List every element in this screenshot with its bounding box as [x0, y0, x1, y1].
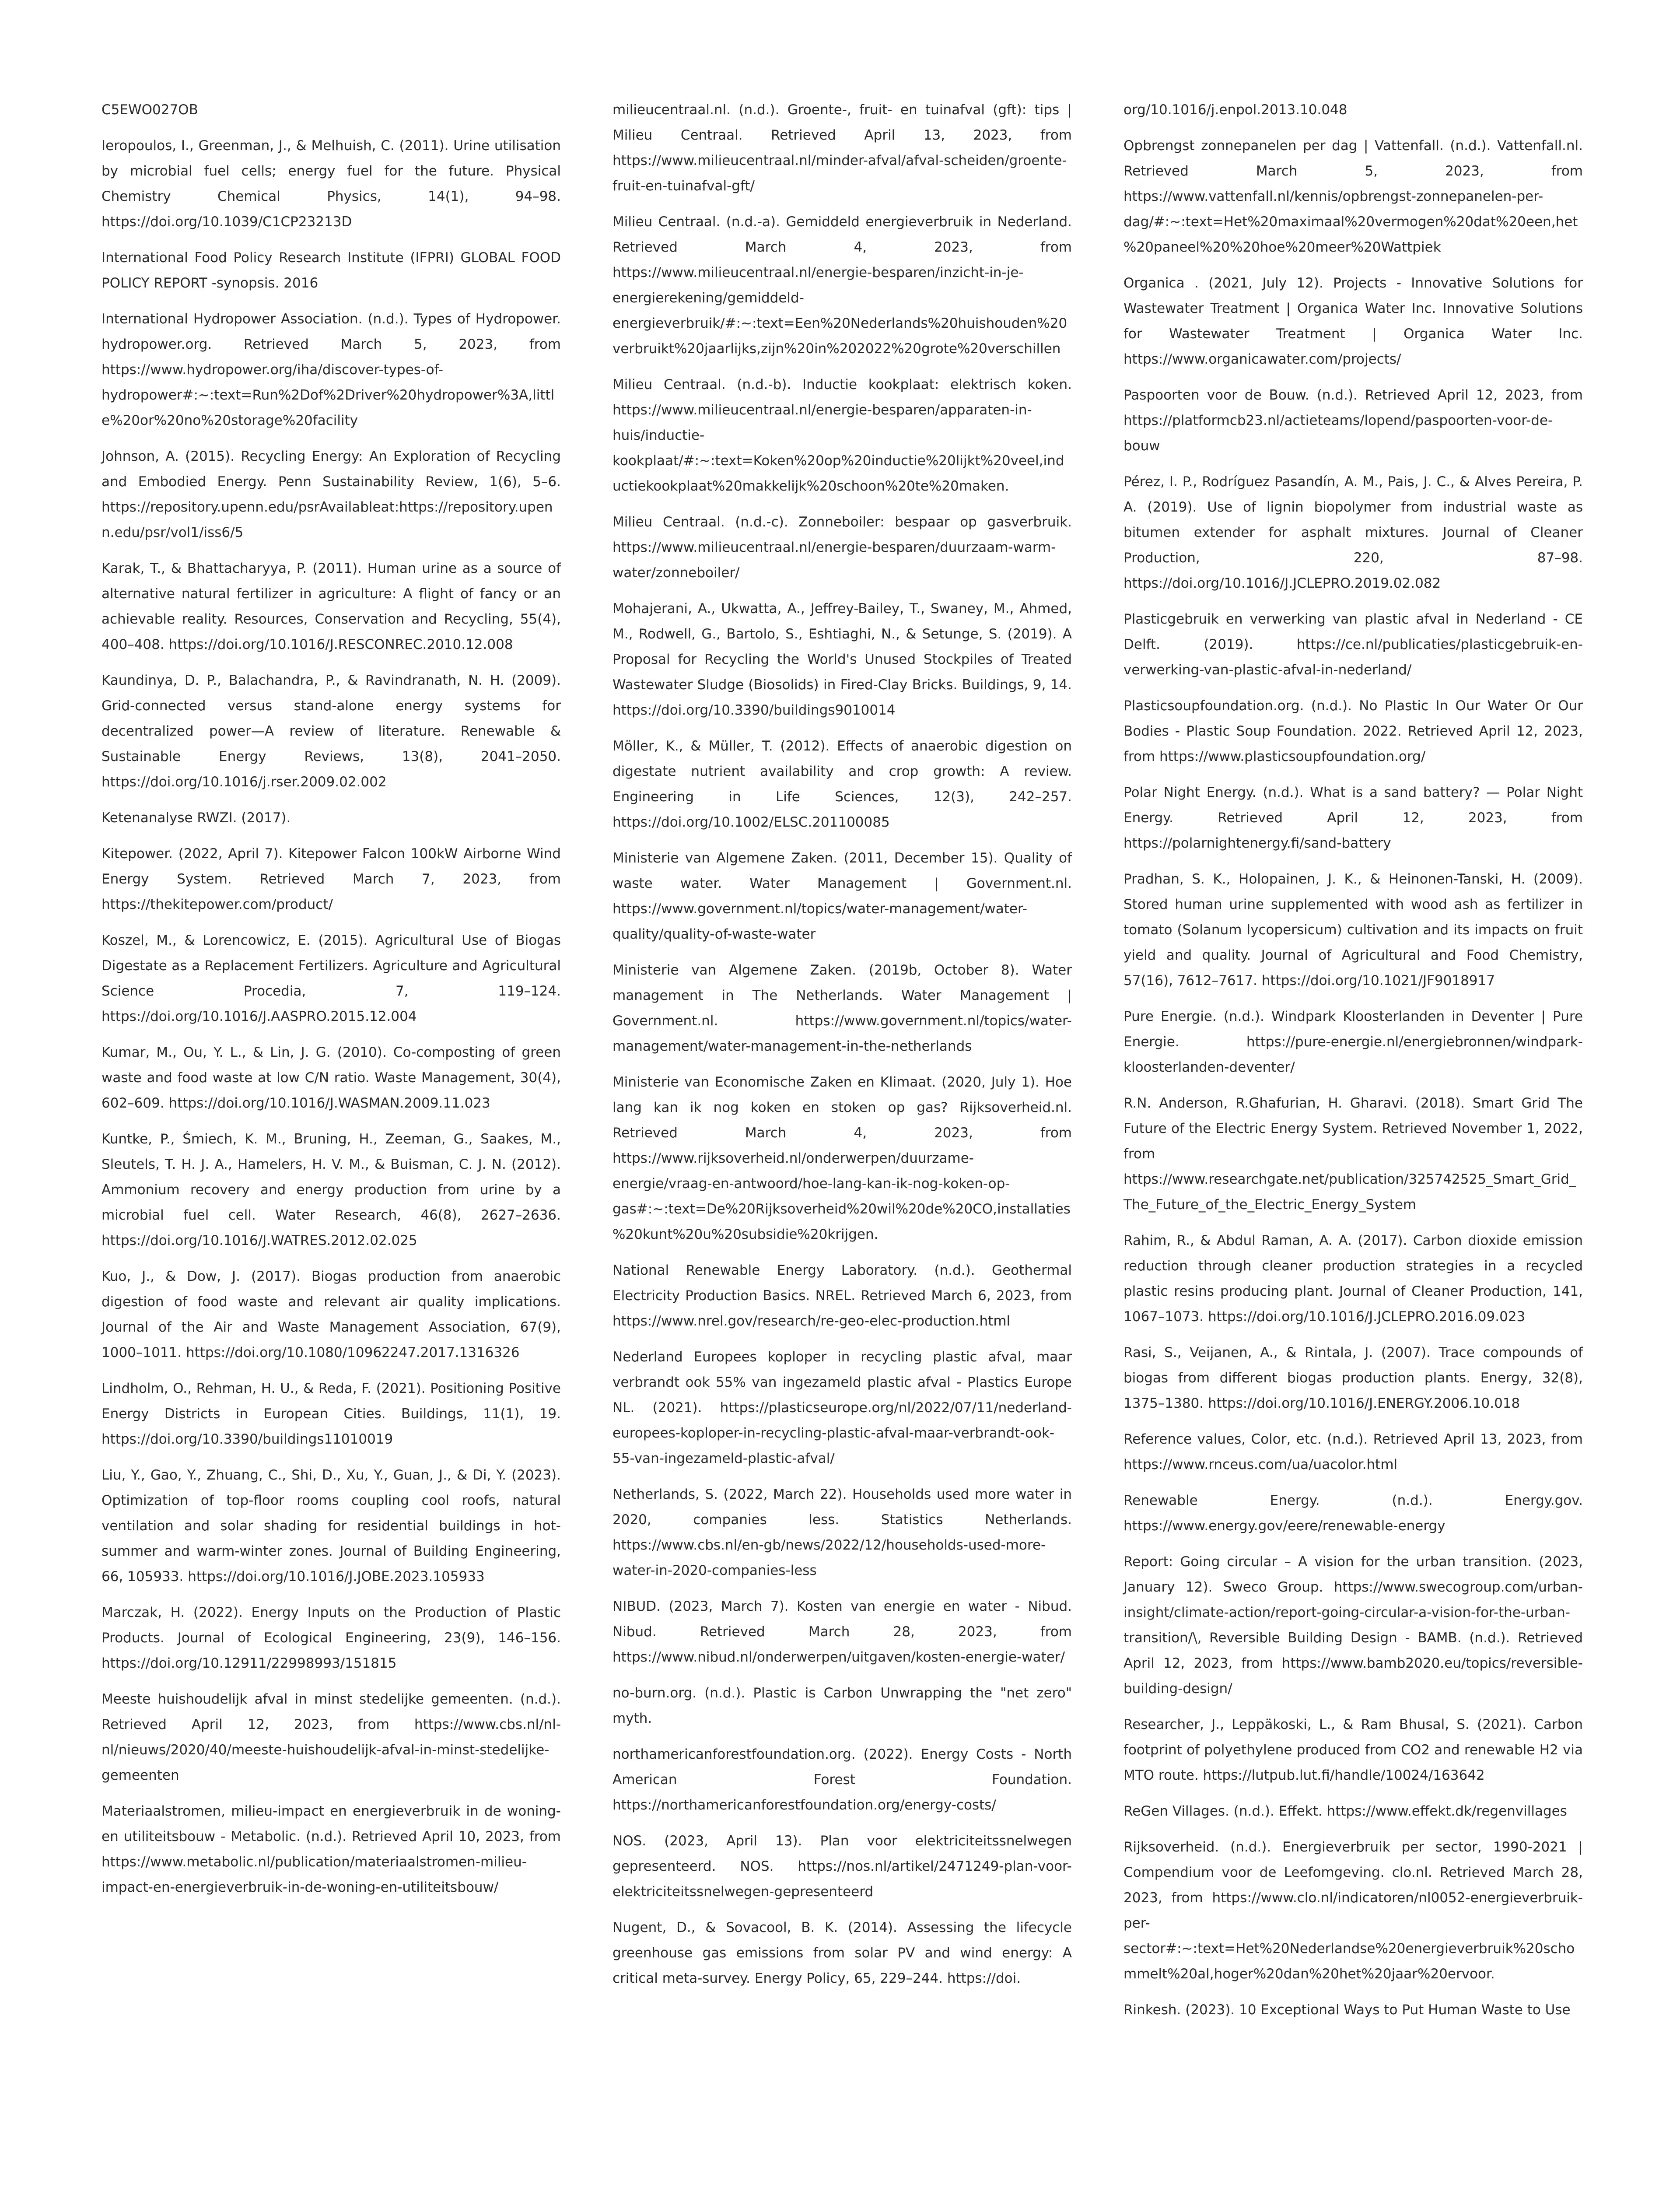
reference-entry: Rasi, S., Veijanen, A., & Rintala, J. (2007). Trace compounds of biogas from different biogas production plants. Energy, 32(8), 1375–1380. https://doi.org/10.1016/J.ENERGY.2006.10.018	[1124, 1345, 1583, 1411]
reference-entry: Kaundinya, D. P., Balachandra, P., & Ravindranath, N. H. (2009). Grid-connected versus stand-alone energy systems for decentralized power—A review of literature. Renewable & Sustainable Energy Reviews, 13(8), 2041–2050. https://doi.org/10.1016/j.rser.2009.02.002	[102, 673, 561, 790]
reference-entry: Ministerie van Algemene Zaken. (2019b, October 8). Water management in The Netherlands. Water Management | Government.nl. https://www.government.nl/topics/water-management/water-management-in-the-netherlands	[612, 962, 1072, 1054]
reference-entry: Ketenanalyse RWZI. (2017).	[102, 810, 291, 826]
reference-entry: Rijksoverheid. (n.d.). Energieverbruik per sector, 1990-2021 | Compendium voor de Leefomgeving. clo.nl. Retrieved March 28, 2023, from https://www.clo.nl/indicatoren/nl0052-energieverbruik-per-sector#:~:text=Het%20Nederlandse%20energieverbruik%20schommelt%20al,hoger%20dan%20het%20jaar%20ervoor.	[1124, 1839, 1583, 1982]
reference-entry: Meeste huishoudelijk afval in minst stedelijke gemeenten. (n.d.). Retrieved April 12, 2023, from https://www.cbs.nl/nl-nl/nieuws/2020/40/meeste-huishoudelijk-afval-in-minst-stedelijke-gemeenten	[102, 1691, 561, 1783]
reference-entry: National Renewable Energy Laboratory. (n.d.). Geothermal Electricity Production Basics. NREL. Retrieved March 6, 2023, from https://www.nrel.gov/research/re-geo-elec-production.html	[612, 1262, 1072, 1329]
reference-entry: Pradhan, S. K., Holopainen, J. K., & Heinonen-Tanski, H. (2009). Stored human urine supplemented with wood ash as fertilizer in tomato (Solanum lycopersicum) cultivation and its impacts on fruit yield and quality. Journal of Agricultural and Food Chemistry, 57(16), 7612–7617. https://doi.org/10.1021/JF9018917	[1124, 871, 1583, 989]
reference-entry: Opbrengst zonnepanelen per dag | Vattenfall. (n.d.). Vattenfall.nl. Retrieved March 5, 2023, from https://www.vattenfall.nl/kennis/opbrengst-zonnepanelen-per-dag/#:~:text=Het%20maximaal%20vermogen%20dat%20een,het%20paneel%20%20hoe%20meer%20Wattpiek	[1124, 138, 1583, 255]
reference-entry: Report: Going circular – A vision for the urban transition. (2023, January 12). Sweco Group. https://www.swecogroup.com/urban-insight/climate-action/report-going-circular-a-vision-for-the-urban-transition/\, Reversible Building Design - BAMB. (n.d.). Retrieved April 12, 2023, from https://www.bamb2020.eu/topics/reversible-building-design/	[1124, 1554, 1583, 1697]
reference-entry: Ministerie van Economische Zaken en Klimaat. (2020, July 1). Hoe lang kan ik nog koken en stoken op gas? Rijksoverheid.nl. Retrieved March 4, 2023, from https://www.rijksoverheid.nl/onderwerpen/duurzame-energie/vraag-en-antwoord/hoe-lang-kan-ik-nog-koken-op-gas#:~:text=De%20Rijksoverheid%20wil%20de%20CO,installaties%20kunt%20u%20subsidie%20krijgen.	[612, 1074, 1072, 1242]
reference-entry: Researcher, J., Leppäkoski, L., & Ram Bhusal, S. (2021). Carbon footprint of polyethylene produced from CO2 and renewable H2 via MTO route. https://lutpub.lut.fi/handle/10024/163642	[1124, 1717, 1583, 1783]
reference-entry: Pure Energie. (n.d.). Windpark Kloosterlanden in Deventer | Pure Energie. https://pure-energie.nl/energiebronnen/windpark-kloosterlanden-deventer/	[1124, 1009, 1583, 1075]
reference-entry: Lindholm, O., Rehman, H. U., & Reda, F. (2021). Positioning Positive Energy Districts in European Cities. Buildings, 11(1), 19. https://doi.org/10.3390/buildings11010019	[102, 1381, 561, 1447]
reference-entry: Mohajerani, A., Ukwatta, A., Jeffrey-Bailey, T., Swaney, M., Ahmed, M., Rodwell, G., Bartolo, S., Eshtiaghi, N., & Setunge, S. (2019). A Proposal for Recycling the World's Unused Stockpiles of Treated Wastewater Sludge (Biosolids) in Fired-Clay Bricks. Buildings, 9, 14. https://doi.org/10.3390/buildings9010014	[612, 601, 1072, 718]
reference-entry: Kitepower. (2022, April 7). Kitepower Falcon 100kW Airborne Wind Energy System. Retrieved March 7, 2023, from https://thekitepower.com/product/	[102, 846, 561, 912]
reference-entry: Marczak, H. (2022). Energy Inputs on the Production of Plastic Products. Journal of Ecological Engineering, 23(9), 146–156. https://doi.org/10.12911/22998993/151815	[102, 1605, 561, 1671]
reference-entry: milieucentraal.nl. (n.d.). Groente-, fruit- en tuinafval (gft): tips | Milieu Centraal. Retrieved April 13, 2023, from https://www.milieucentraal.nl/minder-afval/afval-scheiden/groente-fruit-en-tuinafval-gft/	[612, 102, 1072, 194]
reference-column-2	[612, 97, 1072, 2002]
reference-entry: Milieu Centraal. (n.d.-b). Inductie kookplaat: elektrisch koken. https://www.milieucentraal.nl/energie-besparen/apparaten-in-huis/inductie-kookplaat/#:~:text=Koken%20op%20inductie%20lijkt%20veel,inductiekookplaat%20makkelijk%20schoon%20te%20maken.	[612, 377, 1072, 494]
reference-entry: Netherlands, S. (2022, March 22). Households used more water in 2020, companies less. Statistics Netherlands. https://www.cbs.nl/en-gb/news/2022/12/households-used-more-water-in-2020-companies-less	[612, 1487, 1072, 1578]
reference-entry: International Food Policy Research Institute (IFPRI) GLOBAL FOOD POLICY REPORT -synopsis. 2016	[102, 250, 561, 291]
reference-entry: org/10.1016/j.enpol.2013.10.048	[1124, 102, 1348, 118]
reference-entry: Rinkesh. (2023). 10 Exceptional Ways to Put Human Waste to Use	[1124, 2002, 1571, 2018]
reference-entry: Materiaalstromen, milieu-impact en energieverbruik in de woning- en utiliteitsbouw - Metabolic. (n.d.). Retrieved April 10, 2023, from https://www.metabolic.nl/publication/materiaalstromen-milieu-impact-en-energieverbruik-in-de-woning-en-utiliteitsbouw/	[102, 1803, 561, 1895]
reference-entry: Milieu Centraal. (n.d.-a). Gemiddeld energieverbruik in Nederland. Retrieved March 4, 2023, from https://www.milieucentraal.nl/energie-besparen/inzicht-in-je-energierekening/gemiddeld-energieverbruik/#:~:text=Een%20Nederlands%20huishouden%20verbruikt%20jaarlijks,zijn%20in%202022%20grote%20verschillen	[612, 214, 1072, 357]
reference-entry: Liu, Y., Gao, Y., Zhuang, C., Shi, D., Xu, Y., Guan, J., & Di, Y. (2023). Optimization of top-floor rooms coupling cool roofs, natural ventilation and solar shading for residential buildings in hot-summer and warm-winter zones. Journal of Building Engineering, 66, 105933. https://doi.org/10.1016/J.JOBE.2023.105933	[102, 1467, 561, 1585]
reference-entry: no-burn.org. (n.d.). Plastic is Carbon Unwrapping the "net zero" myth.	[612, 1685, 1072, 1726]
reference-entry: Ieropoulos, I., Greenman, J., & Melhuish, C. (2011). Urine utilisation by microbial fuel cells; energy fuel for the future. Physical Chemistry Chemical Physics, 14(1), 94–98. https://doi.org/10.1039/C1CP23213D	[102, 138, 561, 230]
reference-entry: Polar Night Energy. (n.d.). What is a sand battery? — Polar Night Energy. Retrieved April 12, 2023, from https://polarnightenergy.fi/sand-battery	[1124, 785, 1583, 851]
reference-entry: Kuo, J., & Dow, J. (2017). Biogas production from anaerobic digestion of food waste and relevant air quality implications. Journal of the Air and Waste Management Association, 67(9), 1000–1011. https://doi.org/10.1080/10962247.2017.1316326	[102, 1269, 561, 1360]
reference-entry: R.N. Anderson, R.Ghafurian, H. Gharavi. (2018). Smart Grid The Future of the Electric Energy System. Retrieved November 1, 2022, from https://www.researchgate.net/publication/325742525_Smart_Grid_The_Future_of_the_Electric_Energy_System	[1124, 1095, 1583, 1213]
reference-entry: Renewable Energy. (n.d.). Energy.gov. https://www.energy.gov/eere/renewable-energy	[1124, 1493, 1583, 1534]
reference-entry: NOS. (2023, April 13). Plan voor elektriciteitssnelwegen gepresenteerd. NOS. https://nos.nl/artikel/2471249-plan-voor-elektriciteitssnelwegen-gepresenteerd	[612, 1833, 1072, 1900]
reference-entry: Nugent, D., & Sovacool, B. K. (2014). Assessing the lifecycle greenhouse gas emissions from solar PV and wind energy: A critical meta-survey. Energy Policy, 65, 229–244. https://doi.	[612, 1920, 1072, 1986]
reference-entry: NIBUD. (2023, March 7). Kosten van energie en water - Nibud. Nibud. Retrieved March 28, 2023, from https://www.nibud.nl/onderwerpen/uitgaven/kosten-energie-water/	[612, 1599, 1072, 1665]
reference-entry: Nederland Europees koploper in recycling plastic afval, maar verbrandt ook 55% van ingezameld plastic afval - Plastics Europe NL. (2021). https://plasticseurope.org/nl/2022/07/11/nederland-europees-koploper-in-recycling-plastic-afval-maar-verbrandt-ook-55-van-ingezameld-plastic-afval/	[612, 1349, 1072, 1466]
reference-column-3	[1124, 97, 1583, 2033]
reference-entry: Milieu Centraal. (n.d.-c). Zonneboiler: bespaar op gasverbruik. https://www.milieucentraal.nl/energie-besparen/duurzaam-warm-water/zonneboiler/	[612, 514, 1072, 581]
reference-entry: ReGen Villages. (n.d.). Effekt. https://www.effekt.dk/regenvillages	[1124, 1803, 1567, 1819]
reference-entry: Pérez, I. P., Rodríguez Pasandín, A. M., Pais, J. C., & Alves Pereira, P. A. (2019). Use of lignin biopolymer from industrial waste as bitumen extender for asphalt mixtures. Journal of Cleaner Production, 220, 87–98. https://doi.org/10.1016/J.JCLEPRO.2019.02.082	[1124, 474, 1583, 591]
reference-entry: Koszel, M., & Lorencowicz, E. (2015). Agricultural Use of Biogas Digestate as a Replacement Fertilizers. Agriculture and Agricultural Science Procedia, 7, 119–124. https://doi.org/10.1016/J.AASPRO.2015.12.004	[102, 933, 561, 1024]
reference-entry: Ministerie van Algemene Zaken. (2011, December 15). Quality of waste water. Water Management | Government.nl. https://www.government.nl/topics/water-management/water-quality/quality-of-waste-water	[612, 850, 1072, 942]
reference-entry: Möller, K., & Müller, T. (2012). Effects of anaerobic digestion on digestate nutrient availability and crop growth: A review. Engineering in Life Sciences, 12(3), 242–257. https://doi.org/10.1002/ELSC.201100085	[612, 738, 1072, 830]
reference-entry: Plasticsoupfoundation.org. (n.d.). No Plastic In Our Water Or Our Bodies - Plastic Soup Foundation. 2022. Retrieved April 12, 2023, from https://www.plasticsoupfoundation.org/	[1124, 698, 1583, 764]
reference-column-1	[102, 97, 561, 1911]
reference-entry: Kuntke, P., Śmiech, K. M., Bruning, H., Zeeman, G., Saakes, M., Sleutels, T. H. J. A., Hamelers, H. V. M., & Buisman, C. J. N. (2012). Ammonium recovery and energy production from urine by a microbial fuel cell. Water Research, 46(8), 2627–2636. https://doi.org/10.1016/J.WATRES.2012.02.025	[102, 1131, 561, 1248]
reference-entry: Reference values, Color, etc. (n.d.). Retrieved April 13, 2023, from https://www.rnceus.com/ua/uacolor.html	[1124, 1431, 1583, 1473]
reference-entry: Kumar, M., Ou, Y. L., & Lin, J. G. (2010). Co-composting of green waste and food waste at low C/N ratio. Waste Management, 30(4), 602–609. https://doi.org/10.1016/J.WASMAN.2009.11.023	[102, 1045, 561, 1111]
reference-entry: northamericanforestfoundation.org. (2022). Energy Costs - North American Forest Foundation. https://northamericanforestfoundation.org/energy-costs/	[612, 1746, 1072, 1813]
reference-entry: Karak, T., & Bhattacharyya, P. (2011). Human urine as a source of alternative natural fertilizer in agriculture: A flight of fancy or an achievable reality. Resources, Conservation and Recycling, 55(4), 400–408. https://doi.org/10.1016/J.RESCONREC.2010.12.008	[102, 561, 561, 652]
reference-entry: Johnson, A. (2015). Recycling Energy: An Exploration of Recycling and Embodied Energy. Penn Sustainability Review, 1(6), 5–6. https://repository.upenn.edu/psrAvailableat:https://repository.upenn.edu/psr/vol1/iss6/5	[102, 449, 561, 540]
reference-entry: International Hydropower Association. (n.d.). Types of Hydropower. hydropower.org. Retrieved March 5, 2023, from https://www.hydropower.org/iha/discover-types-of-hydropower#:~:text=Run%2Dof%2Driver%20hydropower%3A,little%20or%20no%20storage%20facility	[102, 311, 561, 428]
reference-entry: C5EWO027OB	[102, 102, 198, 118]
reference-entry: Plasticgebruik en verwerking van plastic afval in Nederland - CE Delft. (2019). https://ce.nl/publicaties/plasticgebruik-en-verwerking-van-plastic-afval-in-nederland/	[1124, 611, 1583, 678]
reference-entry: Paspoorten voor de Bouw. (n.d.). Retrieved April 12, 2023, from https://platformcb23.nl/actieteams/lopend/paspoorten-voor-de-bouw	[1124, 387, 1583, 454]
reference-entry: Rahim, R., & Abdul Raman, A. A. (2017). Carbon dioxide emission reduction through cleaner production strategies in a recycled plastic resins producing plant. Journal of Cleaner Production, 141, 1067–1073. https://doi.org/10.1016/J.JCLEPRO.2016.09.023	[1124, 1233, 1583, 1325]
reference-entry: Organica . (2021, July 12). Projects - Innovative Solutions for Wastewater Treatment | Organica Water Inc. Innovative Solutions for Wastewater Treatment | Organica Water Inc. https://www.organicawater.com/projects/	[1124, 275, 1583, 367]
